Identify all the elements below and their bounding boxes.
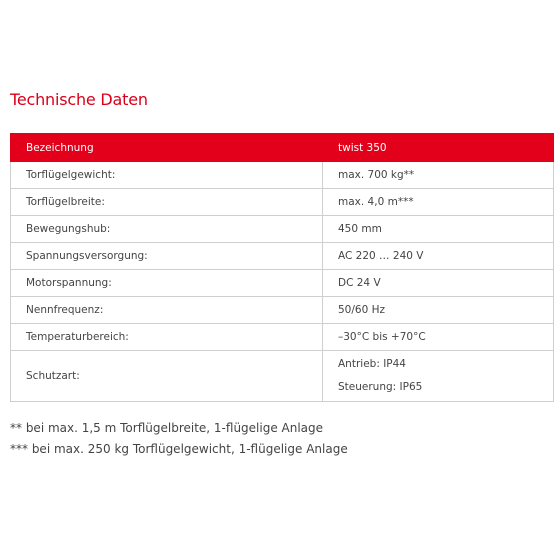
footnote-weight: *** bei max. 250 kg Torflügelgewicht, 1-flügelige Anlage: [10, 442, 348, 456]
row-value: max. 4,0 m***: [323, 189, 554, 216]
table-row: [11, 189, 554, 216]
footnote-width: ** bei max. 1,5 m Torflügelbreite, 1-flügelige Anlage: [10, 421, 324, 435]
table-row: [11, 162, 554, 189]
row-label: Temperaturbereich:: [11, 324, 323, 351]
row-label: Motorspannung:: [11, 270, 323, 297]
footnotes: [10, 418, 348, 460]
table-row: [11, 270, 554, 297]
row-label: Nennfrequenz:: [11, 297, 323, 324]
row-value: –30°C bis +70°C: [323, 324, 554, 351]
table-row: [11, 324, 554, 351]
table-row-protection: [11, 351, 554, 402]
table-row: [11, 216, 554, 243]
protection-drive: Antrieb: IP44: [338, 358, 406, 370]
row-value: 450 mm: [323, 216, 554, 243]
row-value-protection: [323, 351, 554, 402]
header-model: twist 350: [323, 134, 554, 162]
row-value: DC 24 V: [323, 270, 554, 297]
header-designation: Bezeichnung: [11, 134, 323, 162]
row-value: 50/60 Hz: [323, 297, 554, 324]
table-row: [11, 297, 554, 324]
row-label: Torflügelbreite:: [11, 189, 323, 216]
table-row: [11, 243, 554, 270]
row-value: max. 700 kg**: [323, 162, 554, 189]
row-label: Schutzart:: [11, 351, 323, 402]
section-title: Technische Daten: [10, 90, 148, 109]
row-label: Spannungsversorgung:: [11, 243, 323, 270]
row-label: Torflügelgewicht:: [11, 162, 323, 189]
specs-table: [10, 133, 554, 402]
row-value: AC 220 … 240 V: [323, 243, 554, 270]
row-label: Bewegungshub:: [11, 216, 323, 243]
table-header-row: [11, 134, 554, 162]
protection-control: Steuerung: IP65: [338, 381, 423, 393]
